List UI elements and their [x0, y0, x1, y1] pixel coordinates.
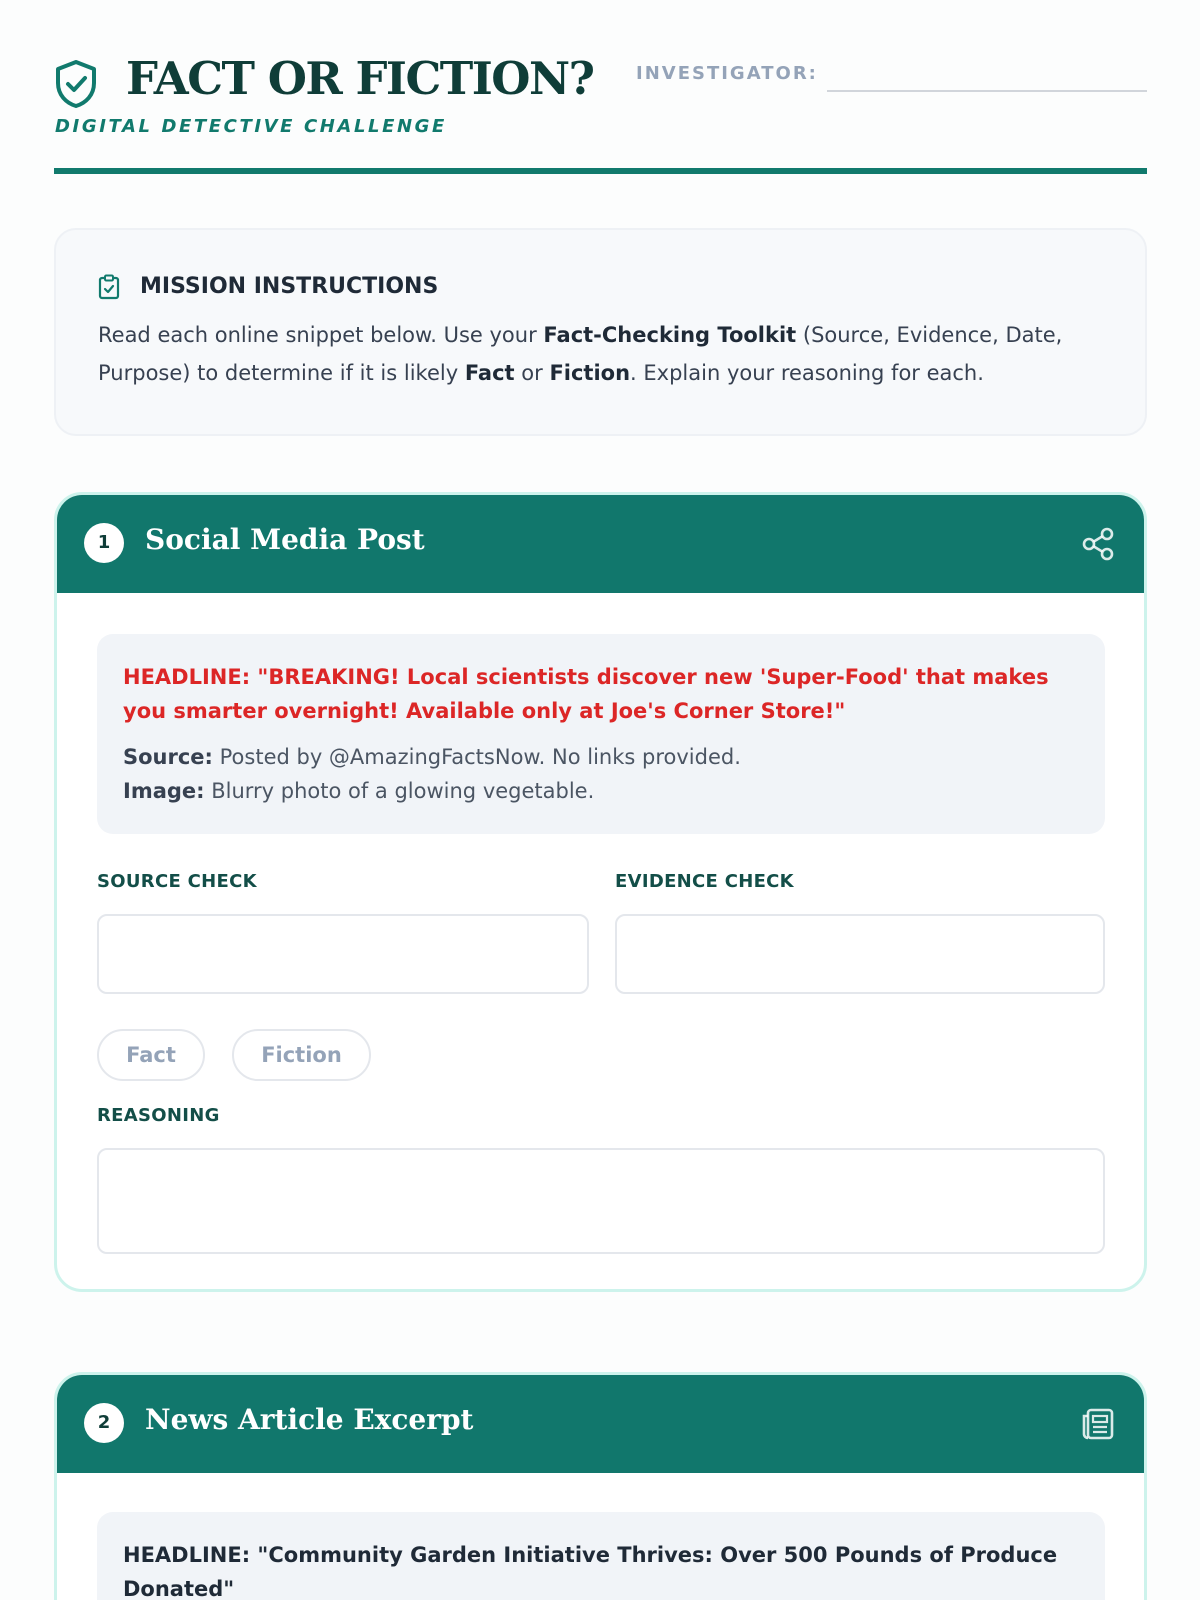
snippet-box — [97, 1512, 1105, 1600]
newspaper-icon — [1080, 1406, 1116, 1442]
investigator-label: INVESTIGATOR: — [636, 63, 818, 84]
instructions-title: MISSION INSTRUCTIONS — [140, 274, 439, 299]
card-title: News Article Excerpt — [145, 1403, 474, 1436]
snippet-meta — [123, 740, 1083, 808]
fact-emphasis: Fact — [464, 361, 515, 385]
share-icon — [1080, 526, 1116, 562]
shield-check-icon — [54, 59, 98, 109]
source-check-label: SOURCE CHECK — [97, 871, 257, 892]
card-title: Social Media Post — [145, 523, 425, 556]
snippet-box — [97, 634, 1105, 834]
snippet-card-1 — [54, 492, 1147, 1292]
toolkit-emphasis: Fact-Checking Toolkit — [543, 323, 797, 347]
page-header — [54, 52, 1147, 174]
card-header — [57, 495, 1144, 593]
header-divider — [54, 168, 1147, 174]
snippet-headline: HEADLINE: "Community Garden Initiative Thrives: Over 500 Pounds of Produce Donated" — [123, 1543, 1058, 1600]
page-subtitle: DIGITAL DETECTIVE CHALLENGE — [55, 116, 447, 137]
page-title: FACT OR FICTION? — [126, 52, 594, 105]
fiction-button[interactable]: Fiction — [232, 1029, 371, 1081]
snippet-image-note: Image: Blurry photo of a glowing vegetable. — [123, 779, 595, 803]
reasoning-input[interactable] — [97, 1148, 1105, 1254]
fiction-emphasis: Fiction — [549, 361, 631, 385]
snippet-card-2 — [54, 1372, 1147, 1600]
fact-button[interactable]: Fact — [97, 1029, 205, 1081]
card-header — [57, 1375, 1144, 1473]
snippet-source: Source: Posted by @AmazingFactsNow. No links provided. — [123, 745, 741, 769]
card-number-badge: 1 — [84, 523, 124, 563]
mission-instructions — [54, 228, 1147, 436]
source-check-input[interactable] — [97, 914, 589, 994]
snippet-headline: HEADLINE: "BREAKING! Local scientists discover new 'Super-Food' that makes you smarter overnight! Available only at Joe's Corner Store!" — [123, 665, 1049, 723]
investigator-input[interactable] — [827, 58, 1147, 92]
evidence-check-label: EVIDENCE CHECK — [615, 871, 794, 892]
clipboard-check-icon — [98, 274, 120, 300]
instructions-text: Read each online snippet below. Use your Fact-Checking Toolkit (Source, Evidence, Date, Purpose) to determine if it is likely Fact or Fiction. Explain your reasoning for each. — [98, 323, 1063, 385]
card-number-badge: 2 — [84, 1403, 124, 1443]
evidence-check-input[interactable] — [615, 914, 1105, 994]
reasoning-label: REASONING — [97, 1105, 220, 1126]
